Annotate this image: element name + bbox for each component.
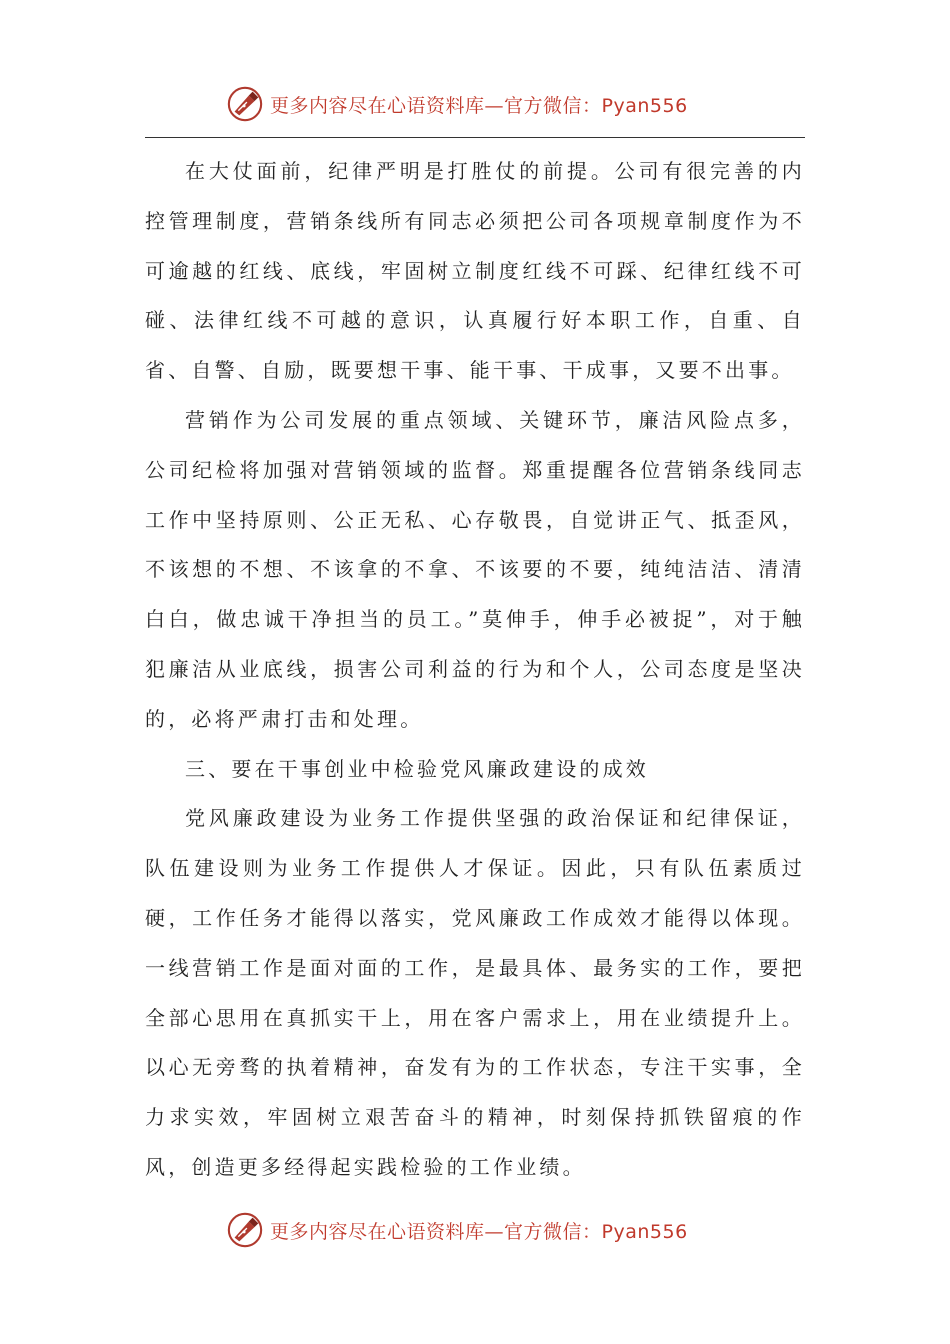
document-body	[145, 147, 805, 1193]
banner-text	[270, 1217, 688, 1244]
paragraph: 党风廉政建设为业务工作提供坚强的政治保证和纪律保证，队伍建设则为业务工作提供人才保证。因此，只有队伍素质过硬，工作任务才能得以落实，党风廉政工作成效才能得以体现。一线营销工作是面对面的工作，是最具体、最务实的工作，要把全部心思用在真抓实干上，用在客户需求上，用在业绩提升上。以心无旁骛的执着精神，奋发有为的工作状态，专注干实事，全力求实效，牢固树立艰苦奋斗的精神，时刻保持抓铁留痕的作风，创造更多经得起实践检验的工作业绩。	[145, 806, 805, 1179]
header-banner	[226, 84, 688, 124]
pen-nib-icon	[226, 85, 264, 123]
wechat-label: 官方微信：	[504, 94, 602, 117]
footer-banner	[226, 1210, 688, 1250]
wechat-id: Pyan556	[601, 1220, 688, 1243]
brand-text: 更多内容尽在心语资料库	[270, 1220, 485, 1243]
section-heading: 三、要在干事创业中检验党风廉政建设的成效	[185, 756, 649, 781]
brand-text: 更多内容尽在心语资料库	[270, 94, 485, 117]
banner-dash: —	[484, 1220, 505, 1243]
header-divider	[145, 137, 805, 138]
pen-nib-icon	[226, 1211, 264, 1249]
wechat-label: 官方微信：	[504, 1220, 602, 1243]
wechat-id: Pyan556	[601, 94, 688, 117]
banner-text	[270, 91, 688, 118]
paragraph: 营销作为公司发展的重点领域、关键环节，廉洁风险点多，公司纪检将加强对营销领域的监督。郑重提醒各位营销条线同志工作中坚持原则、公正无私、心存敬畏，自觉讲正气、抵歪风，不该想的不想、不该拿的不拿、不该要的不要，纯纯洁洁、清清白白，做忠诚干净担当的员工。”莫伸手，伸手必被捉”，对于触犯廉洁从业底线，损害公司利益的行为和个人，公司态度是坚决的，必将严肃打击和处理。	[145, 407, 805, 731]
paragraph: 在大仗面前，纪律严明是打胜仗的前提。公司有很完善的内控管理制度，营销条线所有同志必须把公司各项规章制度作为不可逾越的红线、底线，牢固树立制度红线不可踩、纪律红线不可碰、法律红线不可越的意识，认真履行好本职工作，自重、自省、自警、自励，既要想干事、能干事、干成事，又要不出事。	[145, 159, 805, 383]
banner-dash: —	[484, 94, 505, 117]
